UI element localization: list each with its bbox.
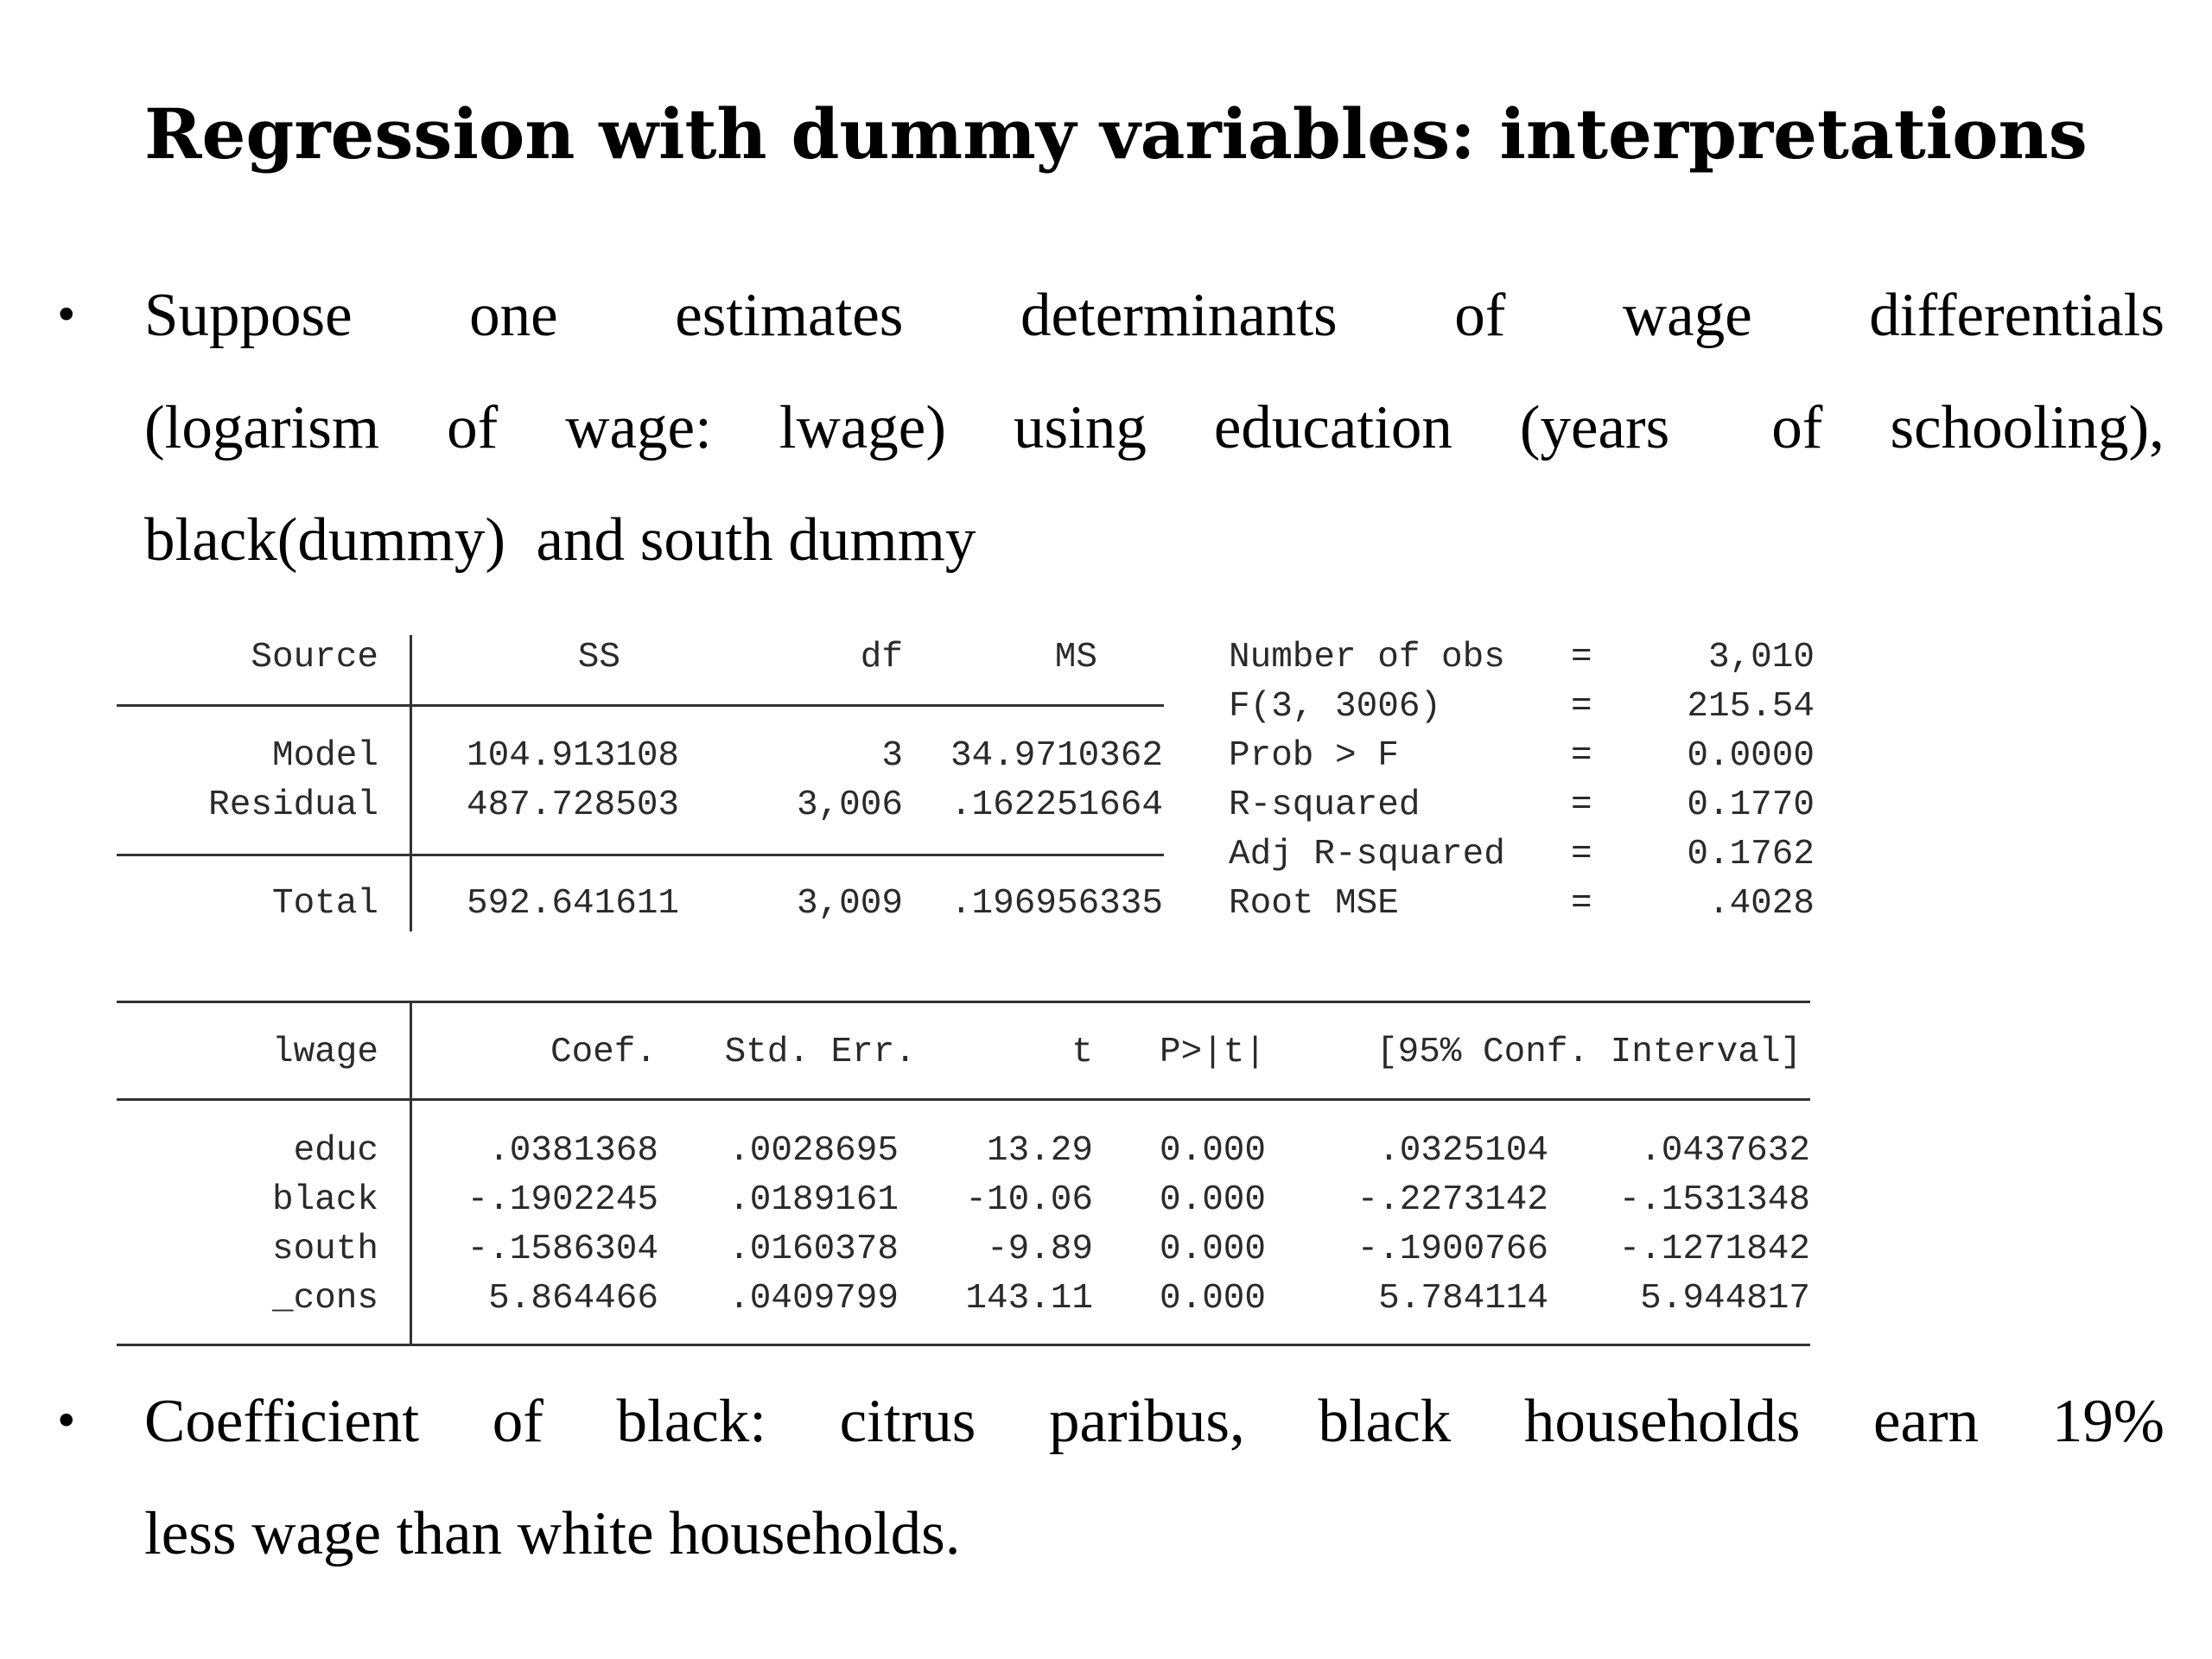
coef-row-var: south: [271, 1230, 378, 1269]
stat-label: Prob > F: [1229, 736, 1399, 776]
coef-header-se: Std. Err.: [724, 1033, 916, 1072]
anova-row-df: 3: [881, 736, 903, 776]
stat-eq: =: [1571, 687, 1592, 727]
coef-row-coef: 5.864466: [488, 1279, 658, 1319]
anova-row-ss: 487.728503: [467, 785, 680, 825]
stat-eq: =: [1571, 736, 1592, 776]
intro-word: determinants: [1020, 282, 1338, 349]
stat-value: 215.54: [1687, 687, 1815, 727]
coef-row-se: .0189161: [728, 1180, 899, 1220]
coef-row-coef: -.1586304: [467, 1230, 658, 1269]
conclusion-word: black:: [616, 1388, 767, 1455]
anova-total-df: 3,009: [796, 884, 903, 924]
stat-value: .4028: [1707, 884, 1815, 924]
coef-rule-bottom: [117, 1344, 1810, 1346]
anova-row-source: Residual: [208, 785, 378, 825]
stat-value: 3,010: [1707, 638, 1815, 677]
coef-row-se: .0028695: [728, 1131, 899, 1171]
stat-eq: =: [1571, 884, 1592, 924]
anova-row-ms: 34.9710362: [950, 736, 1163, 776]
anova-row-source: Model: [271, 736, 378, 776]
coef-row-coef: .0381368: [488, 1131, 658, 1171]
stat-eq: =: [1571, 785, 1592, 825]
intro-word: of: [1771, 394, 1823, 461]
anova-header-ms: MS: [1054, 638, 1097, 677]
intro-word: education: [1213, 394, 1452, 461]
conclusion-word: earn: [1873, 1388, 1980, 1455]
stat-label: R-squared: [1229, 785, 1421, 825]
coef-rule-top: [117, 1001, 1810, 1003]
anova-divider: [410, 635, 412, 931]
coef-row-se: .0409799: [728, 1279, 899, 1319]
anova-header-ss: SS: [577, 638, 620, 677]
anova-row-ms: .162251664: [950, 785, 1163, 825]
stat-label: Number of obs: [1229, 638, 1505, 677]
stat-value: 0.0000: [1687, 736, 1815, 776]
anova-total-ss: 592.641611: [467, 884, 680, 924]
intro-word: one: [469, 282, 558, 349]
stat-value: 0.1770: [1687, 785, 1815, 825]
conclusion-word: Coefficient: [144, 1388, 420, 1455]
coef-row-hi: .0437632: [1640, 1131, 1810, 1171]
conclusion-word: citrus: [839, 1388, 976, 1455]
anova-header-source: Source: [251, 638, 378, 677]
coef-row-lo: 5.784114: [1378, 1279, 1548, 1319]
conclusion-line-1: [144, 1365, 2164, 1478]
slide-title: Regression with dummy variables: interpretations: [144, 93, 2088, 175]
stat-eq: =: [1571, 638, 1592, 677]
coef-header-coef: Coef.: [550, 1033, 657, 1072]
coef-row-hi: -.1531348: [1618, 1180, 1810, 1220]
stat-value: 0.1762: [1687, 835, 1815, 874]
intro-line-3: black(dummy) and south dummy: [144, 506, 976, 574]
coef-divider: [410, 1001, 412, 1346]
coef-row-hi: 5.944817: [1640, 1279, 1810, 1319]
coef-row-var: _cons: [271, 1279, 378, 1319]
intro-word: wage:: [565, 394, 712, 461]
coef-row-t: 13.29: [986, 1131, 1093, 1171]
coef-row-var: black: [271, 1180, 378, 1220]
anova-total-ms: .196956335: [950, 884, 1163, 924]
coef-header-var: lwage: [271, 1033, 378, 1072]
intro-word: (years: [1519, 394, 1670, 461]
stat-label: Root MSE: [1229, 884, 1399, 924]
stat-label: F(3, 3006): [1229, 687, 1442, 727]
conclusion-line-2: less wage than white households.: [144, 1500, 961, 1567]
anova-row-df: 3,006: [796, 785, 903, 825]
anova-rule-total: [117, 854, 1164, 856]
anova-row-ss: 104.913108: [467, 736, 680, 776]
coef-row-hi: -.1271842: [1618, 1230, 1810, 1269]
coef-header-ci: [95% Conf. Interval]: [1376, 1033, 1802, 1072]
intro-line-2: [144, 372, 2164, 484]
coef-row-t: -9.89: [986, 1230, 1093, 1269]
coef-row-lo: -.2273142: [1357, 1180, 1548, 1220]
intro-word: schooling),: [1890, 394, 2164, 461]
intro-line-1: [144, 259, 2164, 372]
stat-label: Adj R-squared: [1229, 835, 1505, 874]
intro-word: differentials: [1869, 282, 2164, 349]
coef-rule-header: [117, 1098, 1810, 1101]
coef-row-coef: -.1902245: [467, 1180, 658, 1220]
coef-row-p: 0.000: [1160, 1180, 1267, 1220]
intro-word: Suppose: [144, 282, 353, 349]
coef-row-lo: -.1900766: [1357, 1230, 1548, 1269]
conclusion-word: 19%: [2051, 1388, 2164, 1455]
coef-row-p: 0.000: [1160, 1131, 1267, 1171]
conclusion-word: black: [1318, 1388, 1452, 1455]
bullet-1: •: [54, 290, 79, 340]
coef-row-p: 0.000: [1160, 1230, 1267, 1269]
intro-word: wage: [1622, 282, 1752, 349]
coef-row-p: 0.000: [1160, 1279, 1267, 1319]
coef-row-se: .0160378: [728, 1230, 899, 1269]
stat-eq: =: [1571, 835, 1592, 874]
anova-rule-top: [117, 704, 1164, 707]
coef-row-t: 143.11: [965, 1279, 1093, 1319]
conclusion-word: paribus,: [1049, 1388, 1245, 1455]
anova-total-source: Total: [271, 884, 378, 924]
intro-word: of: [447, 394, 499, 461]
intro-word: lwage): [779, 394, 946, 461]
intro-word: (logarism: [144, 394, 380, 461]
coef-row-var: educ: [293, 1131, 378, 1171]
intro-paragraph: [144, 259, 2164, 596]
coef-header-t: t: [1071, 1033, 1093, 1072]
coef-header-p: P>|t|: [1160, 1033, 1267, 1072]
intro-word: of: [1454, 282, 1506, 349]
anova-header-df: df: [860, 638, 903, 677]
conclusion-word: of: [492, 1388, 543, 1455]
conclusion-paragraph: [144, 1365, 2164, 1590]
coef-row-lo: .0325104: [1378, 1131, 1548, 1171]
conclusion-word: households: [1523, 1388, 1801, 1455]
bullet-2: •: [54, 1396, 79, 1446]
intro-word: estimates: [675, 282, 904, 349]
intro-word: using: [1013, 394, 1147, 461]
coef-row-t: -10.06: [965, 1180, 1093, 1220]
